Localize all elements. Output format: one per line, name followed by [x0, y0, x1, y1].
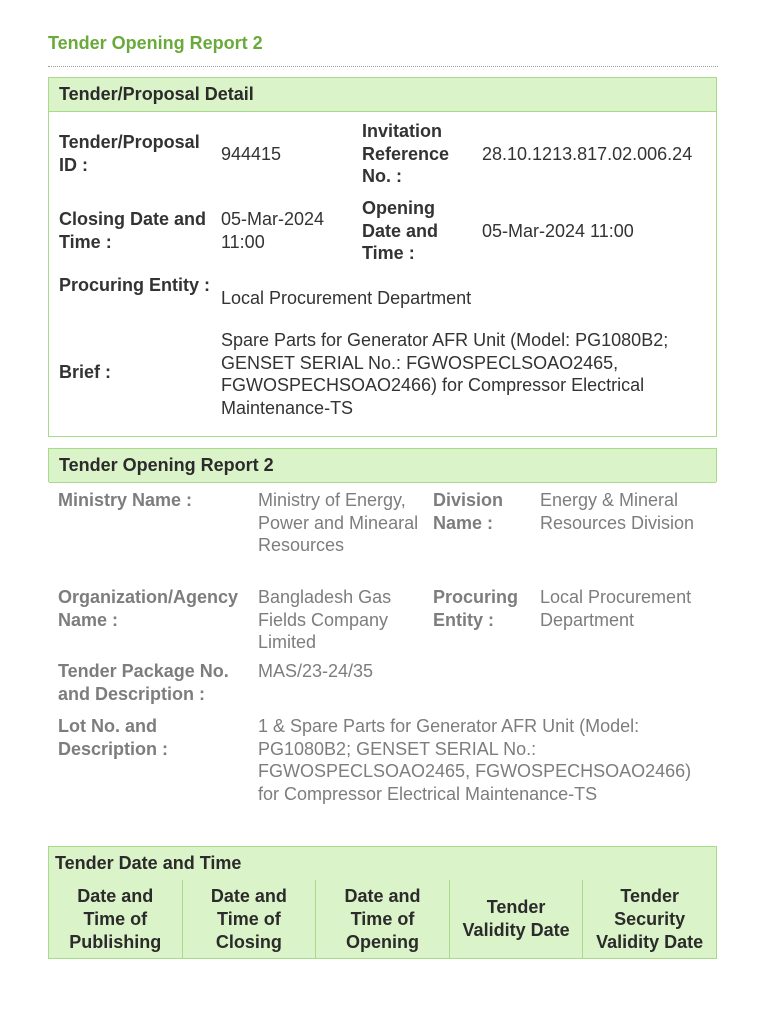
lot-value: 1 & Spare Parts for Generator AFR Unit (Model: PG1080B2; GENSET SERIAL No.: FGWOSPECLSOAO2465, FGWOSPECHSOAO2466) for Compressor Electrical Maintenance-TS	[258, 716, 692, 804]
brief-label: Brief :	[59, 362, 112, 382]
division-value: Energy & Mineral Resources Division	[540, 490, 695, 533]
tender-id-label: Tender/Proposal ID :	[59, 132, 200, 175]
column-opening: Date and Time of Opening	[316, 880, 450, 958]
opening-report-heading: Tender Opening Report 2	[49, 449, 716, 483]
closing-datetime-label: Closing Date and Time :	[59, 209, 207, 252]
brief-value: Spare Parts for Generator AFR Unit (Model: PG1080B2; GENSET SERIAL No.: FGWOSPECLSOAO2465, FGWOSPECHSOAO2466) for Compressor Electrical Maintenance-TS	[221, 330, 669, 418]
report-procuring-entity-value: Local Procurement Department	[540, 587, 692, 630]
organization-label: Organization/Agency Name :	[58, 587, 239, 630]
report-procuring-entity-label: Procuring Entity :	[433, 587, 519, 630]
closing-datetime-value: 05-Mar-2024 11:00	[221, 209, 325, 252]
invitation-ref-value: 28.10.1213.817.02.006.24	[482, 144, 693, 164]
tender-detail-heading: Tender/Proposal Detail	[49, 78, 716, 112]
tender-id-value: 944415	[221, 144, 282, 164]
division-label: Division Name :	[433, 490, 504, 533]
date-time-heading: Tender Date and Time	[49, 847, 716, 881]
organization-value: Bangladesh Gas Fields Company Limited	[258, 587, 392, 653]
lot-label: Lot No. and Description :	[58, 716, 169, 759]
column-tender-validity: Tender Validity Date	[450, 880, 584, 958]
ministry-value: Ministry of Energy, Power and Minearal Resources	[258, 490, 419, 556]
opening-datetime-label: Opening Date and Time :	[362, 198, 439, 264]
column-closing: Date and Time of Closing	[183, 880, 317, 958]
title-divider	[48, 66, 718, 67]
ministry-label: Ministry Name :	[58, 490, 193, 510]
package-label: Tender Package No. and Description :	[58, 661, 229, 704]
package-value: MAS/23-24/35	[258, 661, 374, 681]
invitation-ref-label: Invitation Reference No. :	[362, 121, 450, 187]
date-time-table-header	[49, 880, 716, 958]
opening-datetime-value: 05-Mar-2024 11:00	[482, 221, 634, 241]
column-security-validity: Tender Security Validity Date	[583, 880, 716, 958]
page-title: Tender Opening Report 2	[48, 33, 263, 53]
date-time-panel	[48, 846, 717, 959]
procuring-entity-label: Procuring Entity :	[59, 275, 211, 295]
procuring-entity-value: Local Procurement Department	[221, 288, 472, 308]
tender-detail-panel	[48, 77, 717, 437]
opening-report-panel	[48, 448, 717, 482]
column-publishing: Date and Time of Publishing	[49, 880, 183, 958]
